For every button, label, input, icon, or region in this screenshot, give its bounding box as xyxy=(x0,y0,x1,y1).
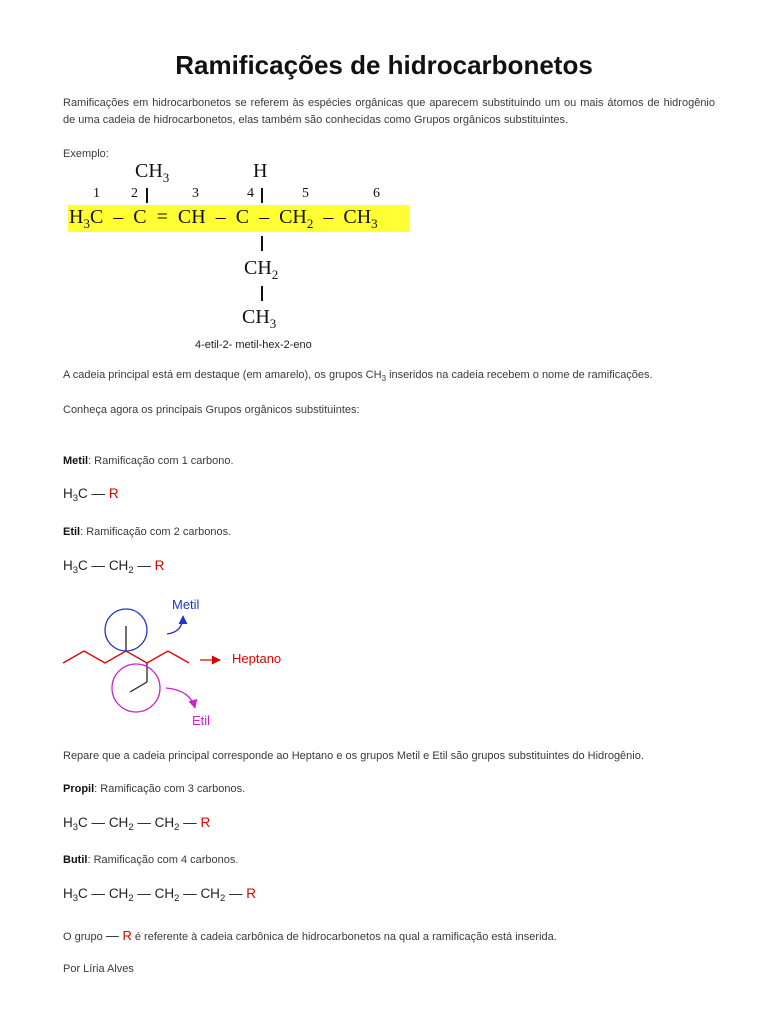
carbon-number-5: 5 xyxy=(302,186,309,201)
heptano-paragraph: Repare que a cadeia principal corresponde ao Heptano e os grupos Metil e Etil são grupos substituintes do Hidrogênio. xyxy=(63,750,644,762)
carbon-number-3: 3 xyxy=(192,186,199,201)
carbon-number-2: 2 xyxy=(131,186,138,201)
author-line: Por Líria Alves xyxy=(63,963,134,975)
structure-caption: 4-etil-2- metil-hex-2-eno xyxy=(195,339,312,351)
structure-bonds xyxy=(0,0,768,340)
butil-description: Butil: Ramificação com 4 carbonos. xyxy=(63,854,239,866)
groups-intro: Conheça agora os principais Grupos orgânicos substituintes: xyxy=(63,404,360,416)
etil-formula: $H_3C$ — $CH_2$ — R xyxy=(63,558,165,576)
etil-description: Etil: Ramificação com 2 carbonos. xyxy=(63,526,232,538)
metil-diagram-label: Metil xyxy=(172,597,200,612)
metil-formula: $H_3C$ — R xyxy=(63,486,119,504)
metil-description: Metil: Ramificação com 1 carbono. xyxy=(63,455,234,467)
example-label: Exemplo: xyxy=(63,148,109,160)
carbon-number-4: 4 xyxy=(247,186,254,201)
main-chain-paragraph: A cadeia principal está em destaque (em amarelo), os grupos $CH_3$ inseridos na cadeia recebem o nome de ramificações. xyxy=(63,369,653,384)
etil-arrow xyxy=(166,688,195,708)
propil-description: Propil: Ramificação com 3 carbonos. xyxy=(63,783,246,795)
ethyl-ch3: $CH_3$ xyxy=(242,306,277,331)
intro-paragraph: Ramificações em hidrocarbonetos se referem às espécies orgânicas que aparecem substituindo um ou mais átomos de hidrogênio de uma cadeia de hidrocarbonetos, elas também são conhecidas como Grupos orgânicos substituintes. xyxy=(63,97,715,126)
main-chain-formula: $H_3C$ – C = CH – C – $CH_2 - CH_3$ xyxy=(69,206,378,231)
heptano-diagram-label: Heptano xyxy=(232,651,282,666)
etil-bond-2 xyxy=(130,682,147,692)
ethyl-ch2: $CH_2$ xyxy=(244,257,279,282)
propil-formula: $H_3C$ — $CH_2$ — $CH_2$ — R xyxy=(63,815,211,833)
grupo-r-paragraph: O grupo — R é referente à cadeia carbônica de hidrocarbonetos na qual a ramificação está inserida. xyxy=(63,928,557,943)
carbon-number-6: 6 xyxy=(373,186,380,201)
substituent-h: H xyxy=(253,160,268,182)
metil-arrow xyxy=(167,616,183,634)
carbon-number-1: 1 xyxy=(93,186,100,201)
butil-formula: $H_3C$ — $CH_2$ — $CH_2$ — $CH_2$ — R xyxy=(63,886,256,904)
etil-diagram-label: Etil xyxy=(192,713,211,728)
page-title: Ramificações de hidrocarbonetos xyxy=(175,50,593,80)
heptane-chain xyxy=(63,651,189,663)
substituent-ch3: $CH_3$ xyxy=(135,160,170,185)
